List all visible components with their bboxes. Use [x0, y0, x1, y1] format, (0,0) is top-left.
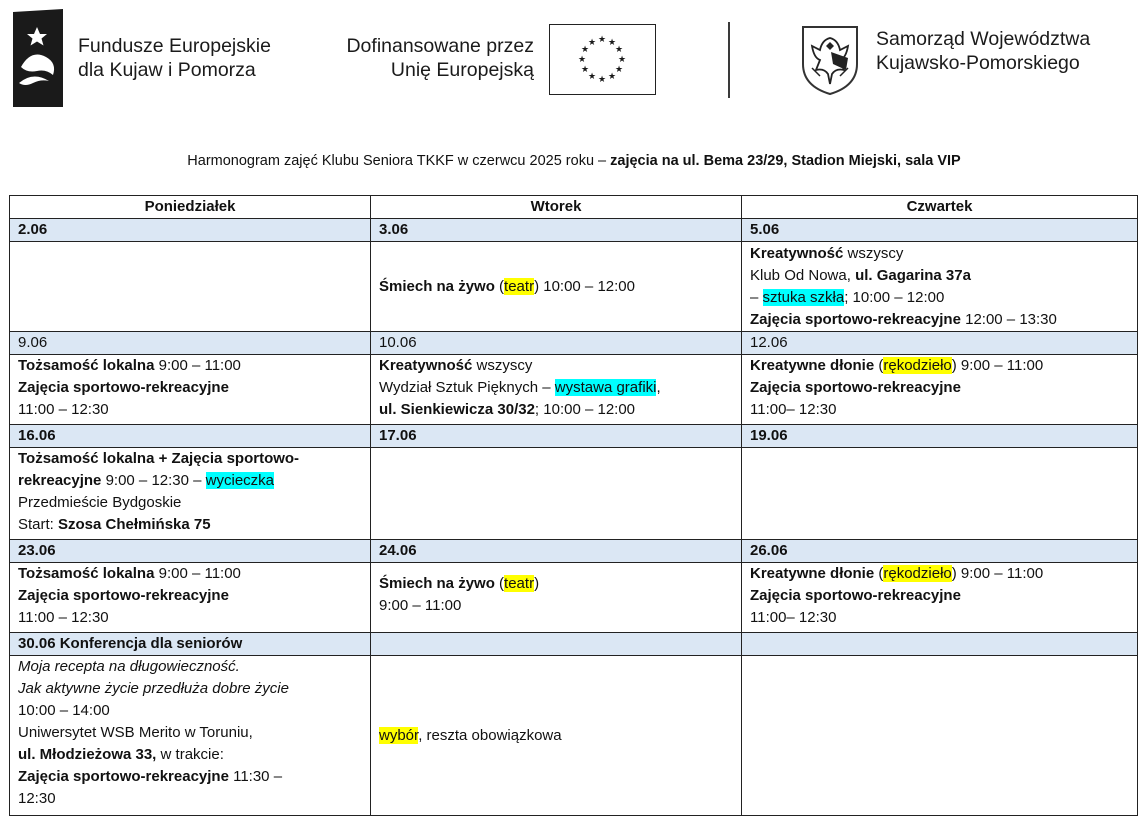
text-fragment: Start: — [18, 516, 59, 533]
schedule-cell-empty — [742, 656, 1138, 816]
schedule-cell — [371, 656, 742, 816]
activity-time: ) 9:00 – 11:00 — [951, 357, 1044, 374]
schedule-cell — [742, 242, 1138, 332]
activity-name: Tożsamość lokalna — [18, 565, 155, 582]
activity-line — [750, 563, 1129, 585]
svg-text:★: ★ — [587, 72, 597, 82]
activity-line — [379, 355, 733, 377]
schedule-cell — [742, 355, 1138, 425]
activity-line — [750, 287, 1129, 309]
cofinanced-text — [312, 34, 534, 82]
eu-flag-icon — [549, 24, 656, 95]
activity-name: Zajęcia sportowo-rekreacyjne — [18, 587, 229, 604]
activity-name: Kreatywność — [379, 357, 473, 374]
schedule-cell-empty — [371, 448, 742, 540]
activity-time: ) 9:00 – 11:00 — [951, 565, 1044, 582]
activity-time: ; 10:00 – 12:00 — [844, 288, 945, 306]
activity-time: ) 10:00 – 12:00 — [534, 277, 635, 295]
text-fragment: , — [656, 379, 661, 396]
location-name: Klub Od Nowa, — [750, 266, 856, 284]
date-cell: 10.06 — [371, 332, 742, 355]
fe-line-2: dla Kujaw i Pomorza — [78, 59, 256, 81]
date-cell: 26.06 — [742, 540, 1138, 563]
activity-line — [379, 276, 733, 298]
fundusze-europejskie-logo-icon — [13, 9, 63, 107]
schedule-cell-empty — [10, 242, 371, 332]
address: ul. Sienkiewicza 30/32 — [379, 401, 535, 418]
cofinanced-line-2: Unię Europejską — [390, 59, 534, 81]
text-fragment: ) — [534, 575, 540, 592]
date-cell: 16.06 — [10, 425, 371, 448]
text-fragment: wszyscy — [843, 244, 904, 262]
table-row — [10, 563, 1138, 633]
highlight-cyan: sztuka szkła — [762, 288, 845, 306]
location-line — [750, 265, 1129, 287]
schedule-cell-empty — [742, 448, 1138, 540]
table-row — [10, 656, 1138, 816]
activity-line — [18, 766, 362, 788]
logo-divider — [728, 22, 730, 98]
activity-name: Kreatywność — [750, 244, 844, 262]
activity-name: rekreacyjne — [18, 472, 102, 489]
column-header-monday: Poniedziałek — [10, 196, 371, 219]
svg-text:★: ★ — [580, 65, 590, 75]
activity-line — [379, 573, 733, 595]
activity-line — [18, 355, 362, 377]
schedule-cell — [10, 563, 371, 633]
activity-name: Zajęcia sportowo-rekreacyjne — [750, 587, 961, 604]
date-cell: 17.06 — [371, 425, 742, 448]
address: Szosa Chełmińska 75 — [58, 516, 211, 533]
activity-line — [750, 309, 1129, 331]
schedule-cell — [371, 355, 742, 425]
title-plain: Harmonogram zajęć Klubu Seniora TKKF w czerwcu 2025 roku – — [187, 153, 611, 169]
highlight-yellow: teatr — [504, 277, 535, 295]
document-title — [0, 153, 1148, 169]
activity-time: 11:00– 12:30 — [750, 609, 837, 626]
table-row — [10, 242, 1138, 332]
activity-time: 11:30 – — [228, 768, 283, 785]
activity-time: 12:00 – 13:30 — [960, 310, 1057, 328]
text-fragment: w trakcie: — [156, 746, 224, 763]
activity-name: Kreatywne dłonie — [750, 565, 875, 582]
schedule-cell — [10, 656, 371, 816]
svg-text:★: ★ — [617, 55, 627, 65]
schedule-cell — [10, 448, 371, 540]
svg-text:★: ★ — [577, 55, 587, 65]
conference-subtitle: Moja recepta na długowieczność. — [18, 658, 240, 675]
date-cell: 5.06 — [742, 219, 1138, 242]
schedule-table — [9, 195, 1138, 816]
date-row — [10, 425, 1138, 448]
kp-line-2: Kujawsko-Pomorskiego — [876, 52, 1080, 74]
activity-time: 12:30 — [18, 790, 56, 807]
date-cell: 2.06 — [10, 219, 371, 242]
svg-text:★: ★ — [614, 45, 624, 55]
address-line — [18, 744, 362, 766]
activity-time: 9:00 – 11:00 — [154, 357, 241, 374]
coat-of-arms-icon — [800, 24, 860, 96]
conference-subtitle: Jak aktywne życie przedłuża dobre życie — [18, 680, 289, 697]
address: ul. Młodzieżowa 33, — [18, 746, 157, 763]
location-line — [379, 377, 733, 399]
svg-text:★: ★ — [587, 38, 597, 48]
address-line — [379, 399, 733, 421]
schedule-cell — [371, 242, 742, 332]
activity-time: 11:00– 12:30 — [750, 401, 837, 418]
schedule-cell — [10, 355, 371, 425]
svg-text:★: ★ — [597, 75, 607, 85]
address: ul. Gagarina 37a — [855, 266, 971, 284]
activity-name: Zajęcia sportowo-rekreacyjne — [18, 379, 229, 396]
column-header-thursday: Czwartek — [742, 196, 1138, 219]
date-row — [10, 633, 1138, 656]
highlight-yellow: rękodzieło — [883, 357, 952, 374]
highlight-cyan: wycieczka — [205, 472, 275, 489]
text-fragment: ( — [874, 357, 884, 374]
column-header-tuesday: Wtorek — [371, 196, 742, 219]
text-fragment: ( — [494, 575, 505, 592]
activity-time: ; 10:00 – 12:00 — [534, 401, 636, 418]
activity-time: 11:00 – 12:30 — [18, 609, 109, 626]
cofinanced-line-1: Dofinansowane przez — [346, 35, 534, 57]
activity-name: Zajęcia sportowo-rekreacyjne — [750, 379, 961, 396]
date-cell — [371, 633, 742, 656]
activity-name: Kreatywne dłonie — [750, 357, 875, 374]
location-name: Wydział Sztuk Pięknych – — [379, 379, 555, 396]
activity-name: Tożsamość lokalna + Zajęcia sportowo- — [18, 450, 300, 467]
activity-name: Śmiech na żywo — [379, 277, 495, 295]
activity-time: 9:00 – 11:00 — [379, 597, 462, 614]
fe-logo-text — [78, 34, 271, 82]
text-fragment: – — [750, 288, 763, 306]
activity-line — [750, 355, 1129, 377]
schedule-cell — [742, 563, 1138, 633]
location-name: Przedmieście Bydgoskie — [18, 494, 182, 511]
date-cell: 12.06 — [742, 332, 1138, 355]
activity-name: Zajęcia sportowo-rekreacyjne — [750, 310, 961, 328]
table-header-row — [10, 196, 1138, 219]
highlight-cyan: wystawa grafiki — [554, 379, 657, 396]
date-row — [10, 540, 1138, 563]
kp-logo-text — [876, 27, 1090, 75]
activity-time: 11:00 – 12:30 — [18, 401, 109, 418]
text-fragment: wszyscy — [472, 357, 533, 374]
note-line — [379, 725, 733, 747]
date-cell: 3.06 — [371, 219, 742, 242]
fe-line-1: Fundusze Europejskie — [78, 35, 271, 57]
svg-text:★: ★ — [607, 72, 617, 82]
activity-line — [750, 243, 1129, 265]
activity-line — [18, 563, 362, 585]
table-row — [10, 448, 1138, 540]
activity-time: 9:00 – 12:30 – — [101, 472, 206, 489]
date-cell: 9.06 — [10, 332, 371, 355]
logo-header — [0, 0, 1148, 120]
date-row — [10, 219, 1138, 242]
activity-name: Śmiech na żywo — [379, 575, 495, 592]
activity-name: Zajęcia sportowo-rekreacyjne — [18, 768, 229, 785]
highlight-yellow: rękodzieło — [883, 565, 952, 582]
highlight-yellow: teatr — [504, 575, 535, 592]
note-text: , reszta obowiązkowa — [418, 726, 562, 744]
location-name: Uniwersytet WSB Merito w Toruniu, — [18, 724, 253, 741]
date-row — [10, 332, 1138, 355]
date-cell: 24.06 — [371, 540, 742, 563]
kp-line-1: Samorząd Województwa — [876, 28, 1091, 50]
title-bold: zajęcia na ul. Bema 23/29, Stadion Miejski, sala VIP — [610, 153, 961, 169]
svg-text:★: ★ — [580, 45, 590, 55]
eu-stars-icon — [550, 25, 654, 93]
activity-line — [18, 470, 362, 492]
svg-text:★: ★ — [607, 38, 617, 48]
schedule-cell — [371, 563, 742, 633]
date-cell: 23.06 — [10, 540, 371, 563]
date-cell: 19.06 — [742, 425, 1138, 448]
activity-time: 9:00 – 11:00 — [154, 565, 241, 582]
activity-time: 10:00 – 14:00 — [18, 702, 110, 719]
text-fragment: ( — [874, 565, 884, 582]
svg-text:★: ★ — [614, 65, 624, 75]
text-fragment: ( — [494, 277, 505, 295]
date-cell: 30.06 Konferencja dla seniorów — [10, 633, 371, 656]
activity-name: Tożsamość lokalna — [18, 357, 155, 374]
date-cell — [742, 633, 1138, 656]
start-line — [18, 514, 362, 536]
highlight-yellow: wybór — [379, 726, 419, 744]
svg-text:★: ★ — [597, 35, 607, 45]
table-row — [10, 355, 1138, 425]
